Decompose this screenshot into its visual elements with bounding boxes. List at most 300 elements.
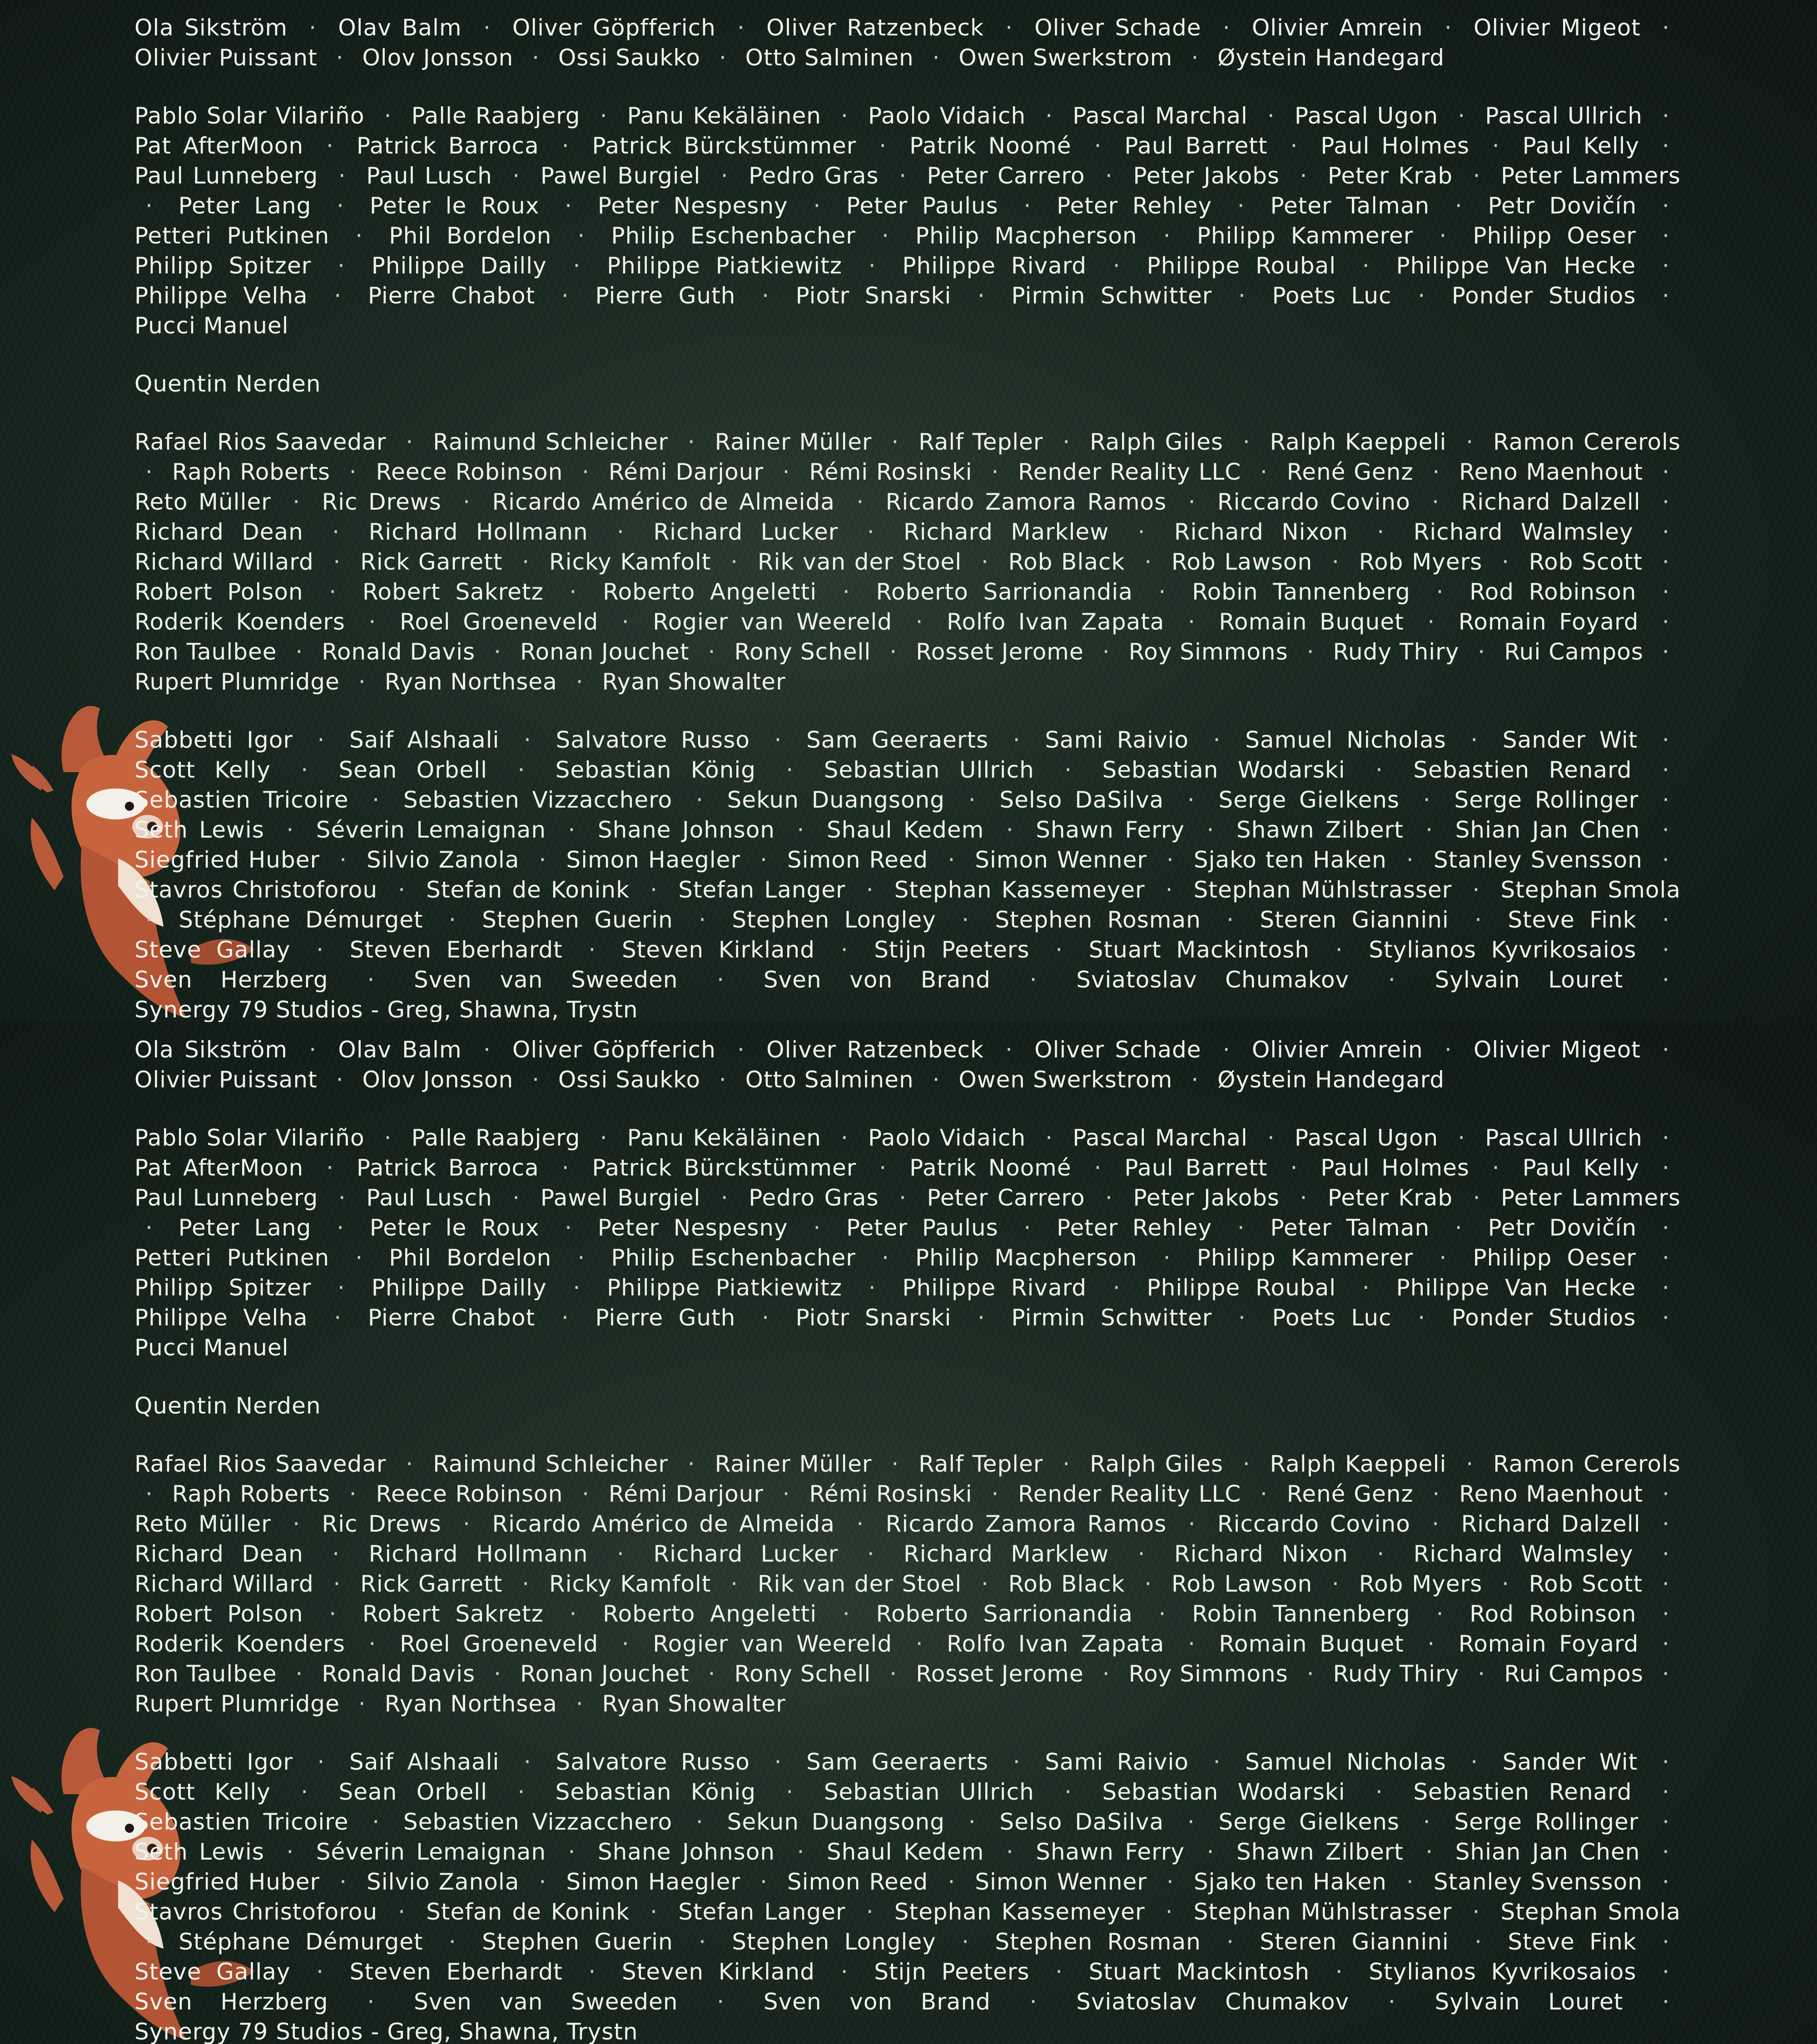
credit-separator: · (797, 817, 805, 843)
credit-name: Stephen Rosman (995, 1929, 1201, 1955)
credit-name: Pierre Guth (595, 283, 736, 309)
credit-name: Ricky Kamfolt (549, 1571, 711, 1597)
credit-name: Ralph Giles (1090, 1451, 1223, 1477)
credit-name: Peter Lang (178, 1215, 312, 1241)
credit-separator: · (588, 937, 596, 963)
credit-name: Sam Geeraerts (806, 727, 989, 753)
credit-separator: · (512, 163, 521, 189)
credit-separator: · (968, 787, 976, 813)
credit-name: Piotr Snarski (795, 283, 952, 309)
credit-separator: · (1267, 103, 1275, 129)
credit-separator: · (1187, 609, 1196, 635)
credit-separator: · (1662, 639, 1670, 665)
credit-name: Sebastien Tricoire (134, 787, 349, 813)
credit-separator: · (1388, 1989, 1396, 2015)
credit-name: Stephan Mühlstrasser (1193, 1899, 1452, 1925)
credit-name: Silvio Zanola (367, 1869, 520, 1895)
credit-name: Seth Lewis (134, 1839, 264, 1865)
credit-name: Rick Garrett (360, 1571, 503, 1597)
credit-separator: · (730, 549, 739, 575)
credit-separator: · (1226, 1929, 1235, 1955)
credit-name: Rob Myers (1359, 1571, 1483, 1597)
credit-name: Stephan Smola (1500, 1899, 1681, 1925)
credit-separator: · (695, 1809, 704, 1835)
credit-name: Simon Reed (787, 1869, 928, 1895)
credit-separator: · (1300, 163, 1308, 189)
credit-separator: · (695, 787, 704, 813)
credit-name: Reto Müller (134, 489, 271, 515)
credit-name: Ron Taulbee (134, 1661, 277, 1687)
credit-name: Steve Gallay (134, 1959, 291, 1985)
credit-name: Rob Scott (1529, 1571, 1643, 1597)
credit-separator: · (1165, 877, 1173, 903)
credit-separator: · (868, 1275, 876, 1301)
credit-name: Rosset Jerome (916, 1661, 1084, 1687)
credit-name: Stylianos Kyvrikosaios (1369, 1959, 1637, 1985)
credit-name: Philippe Rivard (902, 253, 1087, 279)
credit-name: Roy Simmons (1128, 639, 1288, 665)
credit-separator: · (977, 1305, 985, 1331)
credit-name: Peter Rehley (1057, 193, 1212, 219)
credit-name: Philippe Rivard (902, 1275, 1087, 1301)
credit-name: Richard Nixon (1174, 1541, 1348, 1567)
credit-name: Pedro Gras (749, 163, 879, 189)
credit-name: Pawel Burgiel (540, 1185, 701, 1211)
credit-name: Patrick Barroca (356, 133, 539, 159)
credit-name: Sjako ten Haken (1193, 1869, 1387, 1895)
credit-separator: · (522, 1571, 530, 1597)
credit-name: Philip Macpherson (915, 223, 1137, 249)
credit-name: Rik van der Stoel (757, 1571, 962, 1597)
credit-name: Philipp Spitzer (134, 253, 312, 279)
credit-separator: · (301, 757, 309, 783)
credit-separator: · (483, 15, 491, 41)
credit-name: Ryan Northsea (384, 1691, 557, 1717)
credit-separator: · (1662, 1959, 1670, 1985)
credit-name: Raimund Schleicher (433, 429, 668, 455)
credit-separator: · (1662, 193, 1670, 219)
credit-name: Otto Salminen (745, 1067, 914, 1093)
credit-separator: · (1062, 1451, 1071, 1477)
credit-name: Richard Willard (134, 549, 314, 575)
credit-separator: · (948, 1869, 956, 1895)
credit-separator: · (932, 45, 940, 71)
credit-name: Ralph Kaeppeli (1270, 429, 1447, 455)
credit-name: Ric Drews (322, 1511, 442, 1537)
credit-name: Pierre Chabot (367, 283, 536, 309)
credit-name: Robert Polson (134, 1601, 303, 1627)
credit-name: Phil Bordelon (389, 1245, 552, 1271)
credit-separator: · (576, 669, 584, 695)
credit-separator: · (889, 639, 898, 665)
credit-name: Rainer Müller (715, 1451, 872, 1477)
credit-name: Sebastian Ullrich (824, 757, 1034, 783)
credit-name: Synergy 79 Studios - Greg, Shawna, Trystn (134, 997, 638, 1022)
credit-separator: · (523, 727, 531, 753)
credit-separator: · (1165, 1899, 1173, 1925)
credit-name: Roberto Sarrionandia (876, 1601, 1133, 1627)
credit-separator: · (326, 133, 334, 159)
credit-name: Sebastien Vizzacchero (403, 787, 673, 813)
credit-name: Pascal Ullrich (1485, 103, 1643, 129)
credit-separator: · (1427, 1631, 1435, 1657)
credit-separator: · (841, 1125, 849, 1151)
credit-separator: · (1102, 1661, 1110, 1687)
credit-name: Oliver Schade (1034, 15, 1201, 41)
credit-name: Simon Wenner (975, 1869, 1147, 1895)
credit-name: Rod Robinson (1469, 579, 1637, 605)
credit-separator: · (1662, 609, 1670, 635)
credit-separator: · (332, 1541, 340, 1567)
credit-separator: · (782, 459, 790, 485)
credit-name: Philipp Kammerer (1196, 223, 1414, 249)
credit-name: Olav Balm (338, 1037, 462, 1063)
credit-name: Ralph Kaeppeli (1270, 1451, 1447, 1477)
credit-separator: · (573, 253, 581, 279)
credit-name: Ola Sikström (134, 1037, 288, 1063)
credit-name: Sviatoslav Chumakov (1076, 967, 1350, 993)
credit-name: Sven Herzberg (134, 967, 328, 993)
credit-name: Steve Fink (1508, 907, 1637, 933)
credit-separator: · (840, 1959, 849, 1985)
credit-name: Render Reality LLC (1018, 459, 1241, 485)
credit-separator: · (309, 1037, 317, 1063)
credits-section-q (134, 1391, 1681, 1421)
credit-separator: · (368, 609, 377, 635)
credit-separator: · (1013, 1749, 1021, 1775)
credit-name: Rogier van Weereld (653, 609, 893, 635)
credit-separator: · (1662, 907, 1670, 933)
credit-separator: · (1432, 489, 1440, 515)
credit-separator: · (1362, 253, 1370, 279)
credit-separator: · (448, 1929, 457, 1955)
credit-separator: · (842, 1601, 850, 1627)
credit-separator: · (813, 1215, 821, 1241)
credit-name: Palle Raabjerg (411, 1125, 581, 1151)
credit-name: Stavros Christoforou (134, 1899, 378, 1925)
credit-separator: · (334, 1305, 342, 1331)
credit-separator: · (145, 459, 153, 485)
credit-separator: · (760, 1869, 768, 1895)
credit-separator: · (1662, 519, 1670, 545)
credit-separator: · (617, 519, 625, 545)
credit-separator: · (737, 1037, 745, 1063)
credit-separator: · (932, 1067, 940, 1093)
credit-separator: · (774, 727, 782, 753)
credit-name: Philippe Piatkiewitz (607, 253, 842, 279)
credit-separator: · (1144, 1571, 1152, 1597)
credit-name: Richard Dalzell (1461, 489, 1641, 515)
credit-separator: · (1432, 1481, 1440, 1507)
credit-separator: · (719, 45, 727, 71)
credit-name: Sekun Duangsong (727, 1809, 945, 1835)
credit-name: Sami Raivio (1045, 1749, 1189, 1775)
credit-separator: · (338, 163, 346, 189)
credit-separator: · (1662, 1601, 1670, 1627)
credit-name: Selso DaSilva (999, 787, 1164, 813)
credit-separator: · (1439, 1245, 1447, 1271)
credit-separator: · (293, 489, 301, 515)
credit-name: Sander Wit (1502, 1749, 1638, 1775)
credit-name: Oliver Göpfferich (512, 1037, 716, 1063)
credit-separator: · (1377, 1541, 1385, 1567)
credit-separator: · (1662, 1749, 1670, 1775)
credit-separator: · (1418, 1305, 1426, 1331)
credit-separator: · (1492, 1155, 1500, 1181)
credit-separator: · (879, 133, 887, 159)
credit-name: Selso DaSilva (999, 1809, 1164, 1835)
credit-name: Sviatoslav Chumakov (1076, 1989, 1350, 2015)
credit-separator: · (717, 1989, 725, 2015)
credit-name: Stéphane Démurget (179, 1929, 423, 1955)
credit-name: Robert Polson (134, 579, 303, 605)
credit-separator: · (981, 549, 989, 575)
credit-separator: · (1005, 1037, 1013, 1063)
credit-name: Steren Giannini (1260, 1929, 1449, 1955)
credit-separator: · (1102, 639, 1110, 665)
credit-name: Pierre Guth (595, 1305, 736, 1331)
credit-separator: · (1455, 193, 1463, 219)
credit-separator: · (991, 459, 999, 485)
credit-name: Sven van Sweeden (413, 1989, 678, 2015)
credit-name: Pucci Manuel (134, 1335, 289, 1361)
credit-name: Rob Myers (1359, 549, 1483, 575)
credit-separator: · (1502, 1571, 1509, 1597)
credit-separator: · (1094, 1155, 1102, 1181)
credit-name: Salvatore Russo (556, 727, 750, 753)
credit-separator: · (338, 1275, 345, 1301)
credit-separator: · (1444, 15, 1452, 41)
credit-separator: · (355, 1245, 363, 1271)
credit-name: Sekun Duangsong (727, 787, 945, 813)
credit-separator: · (1062, 429, 1071, 455)
credit-name: Roberto Sarrionandia (876, 579, 1133, 605)
credit-separator: · (368, 1631, 377, 1657)
credit-name: Steven Eberhardt (349, 1959, 563, 1985)
credit-name: Serge Gielkens (1218, 1809, 1400, 1835)
credit-separator: · (879, 1155, 887, 1181)
credit-name: Stefan de Konink (426, 877, 630, 903)
credit-separator: · (1094, 133, 1102, 159)
credit-name: Pascal Marchal (1072, 1125, 1248, 1151)
credit-name: Ronan Jouchet (520, 1661, 690, 1687)
credit-separator: · (1662, 1155, 1670, 1181)
credit-name: Ossi Saukko (558, 1067, 700, 1093)
credit-separator: · (1470, 1749, 1479, 1775)
credit-name: Ricky Kamfolt (549, 549, 711, 575)
credit-separator: · (782, 1481, 790, 1507)
credit-separator: · (1375, 1779, 1383, 1805)
credit-name: Shian Jan Chen (1455, 817, 1640, 843)
credit-name: Steren Giannini (1260, 907, 1449, 933)
credit-name: Raph Roberts (172, 459, 330, 485)
credit-separator: · (708, 1661, 716, 1687)
credit-separator: · (1267, 1125, 1275, 1151)
credits-section-r (134, 1449, 1681, 1719)
credit-separator: · (600, 103, 608, 129)
credit-name: Paul Barrett (1124, 1155, 1268, 1181)
credit-name: Shawn Ferry (1036, 817, 1185, 843)
credit-separator: · (1335, 1959, 1343, 1985)
credit-name: Rémi Rosinski (809, 459, 973, 485)
credit-separator: · (889, 1661, 898, 1687)
credit-name: Rogier van Weereld (653, 1631, 893, 1657)
credit-name: Ricardo Zamora Ramos (885, 489, 1167, 515)
credit-separator: · (1662, 1869, 1670, 1895)
credit-separator: · (1006, 817, 1014, 843)
credit-separator: · (1105, 1185, 1113, 1211)
credit-name: Romain Foyard (1458, 609, 1639, 635)
credit-separator: · (1662, 937, 1670, 963)
credit-separator: · (621, 609, 630, 635)
credit-separator: · (338, 1185, 346, 1211)
credit-name: Stephen Guerin (482, 1929, 673, 1955)
credit-separator: · (1006, 1839, 1014, 1865)
credit-name: Sven Herzberg (134, 1989, 328, 2015)
credit-separator: · (1436, 579, 1444, 605)
credit-separator: · (948, 847, 956, 873)
credit-name: Sven von Brand (763, 967, 991, 993)
credit-name: Ric Drews (322, 489, 442, 515)
credit-separator: · (797, 1839, 805, 1865)
credit-name: Pascal Ugon (1294, 103, 1439, 129)
credit-name: Stanley Svensson (1433, 847, 1643, 873)
credit-separator: · (582, 459, 590, 485)
credit-separator: · (339, 1869, 347, 1895)
credit-name: Rafael Rios Saavedar (134, 429, 387, 455)
credit-name: Reece Robinson (376, 459, 563, 485)
credit-separator: · (517, 757, 526, 783)
credit-separator: · (295, 639, 303, 665)
credit-name: Steve Gallay (134, 937, 291, 963)
credit-name: Rui Campos (1504, 639, 1643, 665)
credit-name: Olivier Migeot (1474, 15, 1641, 41)
credits-section-p (134, 101, 1681, 341)
credit-separator: · (1375, 757, 1383, 783)
credit-name: Simon Reed (787, 847, 928, 873)
credit-name: Reece Robinson (376, 1481, 563, 1507)
credit-separator: · (761, 283, 769, 309)
credit-name: Paul Lunneberg (134, 163, 318, 189)
credit-separator: · (1158, 579, 1167, 605)
credit-name: Pascal Ullrich (1485, 1125, 1643, 1151)
credit-separator: · (981, 1571, 989, 1597)
credit-separator: · (1662, 817, 1670, 843)
credit-name: Richard Walmsley (1413, 1541, 1633, 1567)
credit-separator: · (317, 727, 325, 753)
credit-separator: · (332, 519, 340, 545)
credit-separator: · (1662, 1541, 1670, 1567)
credits-panel-bottom (0, 1022, 1817, 2044)
credit-separator: · (1242, 1451, 1251, 1477)
credit-name: Sebastien Vizzacchero (403, 1809, 673, 1835)
credit-name: Pedro Gras (749, 1185, 879, 1211)
credit-separator: · (1472, 877, 1480, 903)
credit-name: Peter Paulus (846, 1215, 998, 1241)
credit-name: Samuel Nicholas (1245, 1749, 1446, 1775)
credit-name: Petr Dovičín (1488, 193, 1637, 219)
credit-separator: · (333, 1571, 341, 1597)
credit-name: Peter Carrero (927, 1185, 1085, 1211)
credit-separator: · (1662, 459, 1670, 485)
credit-name: Philipp Spitzer (134, 1275, 312, 1301)
credit-name: Philippe Dailly (371, 1275, 547, 1301)
credit-separator: · (1423, 1809, 1431, 1835)
credit-name: Shaul Kedem (826, 817, 984, 843)
credit-separator: · (1478, 639, 1486, 665)
credit-name: Robin Tannenberg (1192, 1601, 1410, 1627)
credit-separator: · (1137, 1541, 1146, 1567)
credit-name: Patrick Bürckstümmer (592, 133, 857, 159)
credit-name: Pablo Solar Vilariño (134, 1125, 365, 1151)
credits-section-q (134, 369, 1681, 399)
credit-separator: · (532, 45, 540, 71)
credit-name: Patrick Bürckstümmer (592, 1155, 857, 1181)
credit-name: Romain Buquet (1219, 1631, 1404, 1657)
credit-separator: · (1427, 609, 1435, 635)
credit-name: Shaul Kedem (826, 1839, 984, 1865)
credit-separator: · (494, 1661, 501, 1687)
credit-name: Richard Nixon (1174, 519, 1348, 545)
credit-separator: · (1237, 1215, 1245, 1241)
credit-name: Øystein Handegard (1217, 45, 1445, 71)
credit-name: Petr Dovičín (1488, 1215, 1637, 1241)
credit-name: Olov Jonsson (362, 1067, 514, 1093)
credit-separator: · (317, 1749, 325, 1775)
credit-separator: · (1478, 1661, 1486, 1687)
credit-name: Olav Balm (338, 15, 462, 41)
credit-separator: · (891, 1451, 899, 1477)
credit-name: Patrik Noomé (909, 1155, 1072, 1181)
credit-name: Olivier Puissant (134, 45, 318, 71)
credit-separator: · (1662, 1989, 1670, 2015)
credit-name: Peter Paulus (846, 193, 998, 219)
credit-name: Sebastian König (555, 757, 756, 783)
credit-name: Ralf Tepler (918, 1451, 1043, 1477)
credit-separator: · (573, 1275, 581, 1301)
credit-separator: · (333, 549, 341, 575)
credit-separator: · (1023, 1215, 1032, 1241)
credit-name: Shian Jan Chen (1455, 1839, 1640, 1865)
credit-name: Peter Lammers (1501, 163, 1681, 189)
credit-separator: · (1662, 1571, 1670, 1597)
credit-separator: · (1213, 1749, 1221, 1775)
credit-name: Stylianos Kyvrikosaios (1369, 937, 1637, 963)
credit-name: Stephen Longley (732, 1929, 936, 1955)
credit-name: Philipp Kammerer (1196, 1245, 1414, 1271)
credit-name: Sebastian Wodarski (1102, 757, 1345, 783)
credit-separator: · (576, 1691, 584, 1717)
credit-name: Olivier Amrein (1251, 1037, 1423, 1063)
credit-name: Peter Lang (178, 193, 312, 219)
credit-name: Ossi Saukko (558, 45, 700, 71)
credit-separator: · (1362, 1275, 1370, 1301)
credit-name: Philippe Roubal (1147, 1275, 1336, 1301)
credit-name: Stephan Smola (1500, 877, 1681, 903)
credit-separator: · (1436, 1601, 1444, 1627)
credits-section-s (134, 1747, 1681, 2044)
credit-name: Scott Kelly (134, 1779, 271, 1805)
credit-name: Stéphane Démurget (179, 907, 423, 933)
credit-name: Sebastien Tricoire (134, 1809, 349, 1835)
credit-separator: · (813, 193, 821, 219)
credit-separator: · (786, 757, 794, 783)
credit-name: Richard Dean (134, 519, 303, 545)
credit-name: Roel Groeneveld (399, 609, 599, 635)
credit-name: Riccardo Covino (1217, 489, 1410, 515)
credit-separator: · (761, 1305, 769, 1331)
credit-name: René Genz (1286, 459, 1414, 485)
